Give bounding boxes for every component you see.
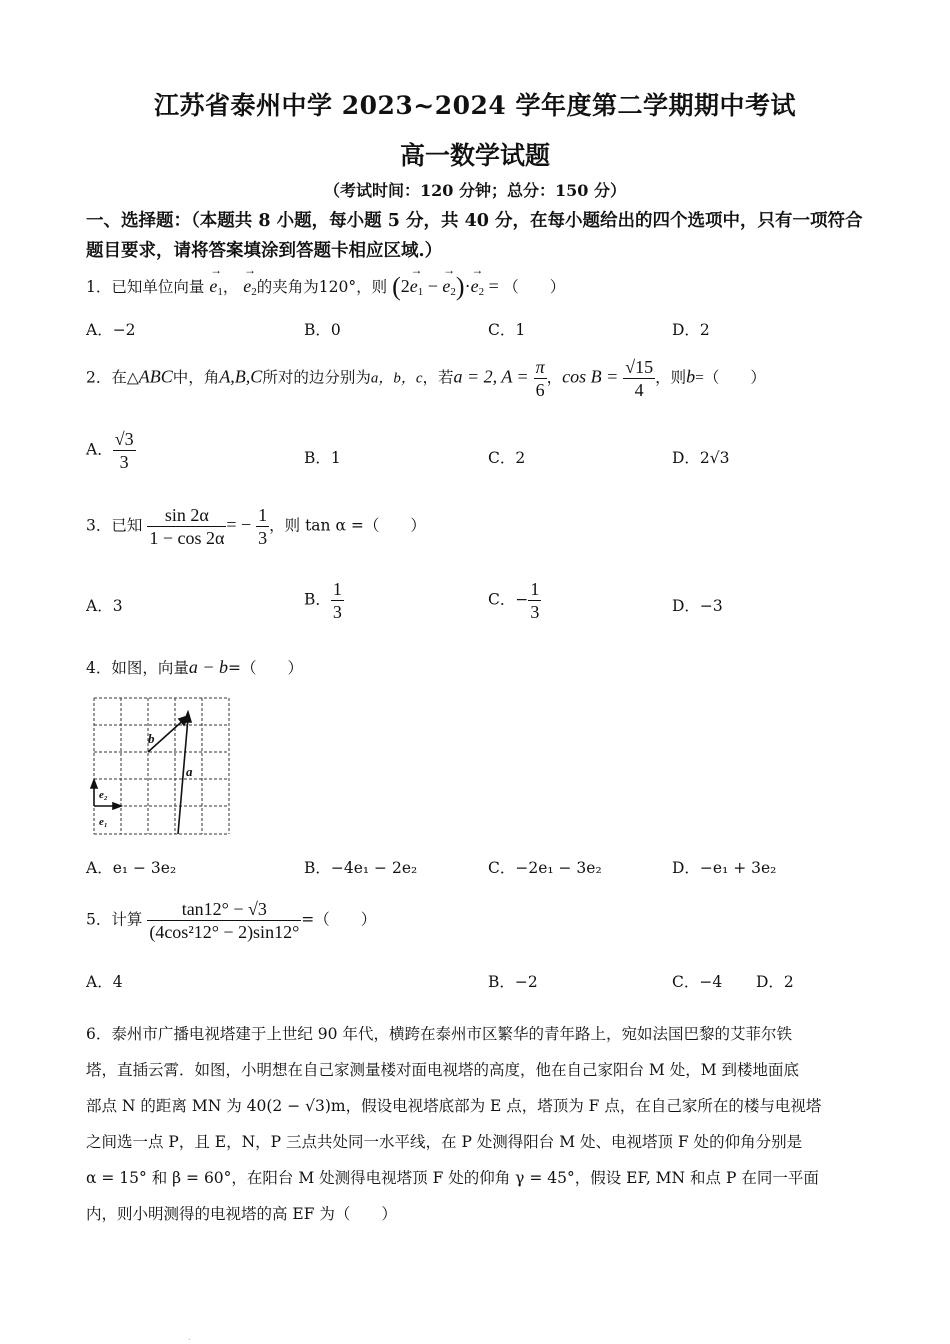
q3-option-d[interactable]: D．−3 [672,597,723,615]
vector-e2-head [91,780,97,788]
question-5 [86,898,376,943]
q2-number: 2． [86,368,112,387]
q1-option-a[interactable]: A．−2 [86,321,136,339]
q2-b: b [686,366,696,387]
q6-line-5: α = 15° 和 β = 60°，在阳台 M 处测得电视塔顶 F 处的仰角 γ = 45°，假设 EF, MN 和点 P 在同一平面 [86,1169,819,1187]
question-1: 1．已知单位向量 → $e_1$， → $e_2$的夹角为120°，则 ($2\to e_1$ − → $e_2)\cdot\to e_2$ = （ ） [86,272,565,302]
q5-option-a[interactable]: A．4 [86,973,123,991]
q2-text-f: ，则 [655,368,687,387]
q1-text-b: ， [222,278,239,296]
q4-option-d[interactable]: D．−e₁ + 3e₂ [672,859,777,877]
q1-expression: ( [392,272,401,301]
q2-text-c: 所对的边分别为 [262,368,371,387]
exam-subtitle: 高一数学试题 [399,141,550,170]
q5-option-d[interactable]: D．2 [756,973,794,991]
q2-angles: A,B,C [219,366,263,387]
label-b: b [148,731,155,746]
q3-text-b: ，则 tan α =（ ） [269,516,426,535]
q6-line-1: 6．泰州市广播电视塔建于上世纪 90 年代，横跨在泰州市区繁华的青年路上，宛如法国巴黎的艾菲尔铁 [86,1025,792,1043]
question-4 [86,656,303,678]
label-a: a [186,764,193,779]
q6-line-3: 部点 N 的距离 MN 为 40(2 − √3)m，假设电视塔底部为 E 点，塔顶为 F 点，在自己家所在的楼与电视塔 [86,1097,822,1115]
vector-e1: → $e_1$ [209,276,223,298]
q5-fraction: $\frac{\tan 12^\circ - √3}{\text{(4cos²12° − 2)sin12°}}$ [149,899,300,942]
q4-text-b: =（ ） [228,659,304,677]
q4-option-a[interactable]: A．e₁ − 3e₂ [86,859,177,877]
q5-option-b[interactable]: B．−2 [488,973,538,991]
q3-one-third: $\frac{1}{3}$ [258,505,268,548]
q4-option-c[interactable]: C．−2e₁ − 3e₂ [488,859,602,877]
q4-expression: a − b [188,657,229,677]
q2-option-a[interactable]: A． $\frac{√3}{3}$ [86,429,134,472]
q3-text-a: 已知 [111,516,143,535]
vector-grid-figure [90,694,234,836]
q2-pi-over-6: $\frac{\pi}{6}$ [535,357,545,400]
footer-mark: . [188,1333,191,1342]
label-e1: e₁ [99,816,108,828]
q2-option-c[interactable]: C．2 [488,449,526,467]
q2-text-b: 中，角 [172,368,220,387]
q4-number: 4． [86,659,112,677]
q2-cond1: a = 2, A = [453,366,529,387]
q2-option-d[interactable]: D．2√3 [672,449,730,467]
q1-text-a: 已知单位向量 [111,278,205,296]
q1-option-c[interactable]: C．1 [488,321,526,339]
q2-eq: =（ ） [695,369,766,387]
exam-info: （考试时间：120 分钟；总分：150 分） [324,181,626,200]
q3-fraction: $\frac{\sin 2\alpha}{1 - \cos 2\alpha}$ [149,505,225,548]
question-6 [86,1016,866,1232]
q3-option-b[interactable]: B． $\frac{1}{3}$ [304,579,342,622]
q2-text-d: ，若 [422,368,454,387]
question-2 [86,356,766,401]
q2-abc: ABC [138,366,173,387]
q1-number: 1． [86,278,112,296]
q1-option-d[interactable]: D．2 [672,321,710,339]
q2-sqrt15-over-4: $\frac{√15}{4}$ [625,357,654,400]
q1-paren: （ ） [503,278,566,296]
grid-lines [94,698,229,834]
question-3 [86,504,426,549]
q6-line-6: 内，则小明测得的电视塔的高 EF 为（ ） [86,1205,397,1223]
vector-e2: → $e_2$ [243,276,257,298]
q3-option-a[interactable]: A．3 [86,597,123,615]
q4-option-b[interactable]: B．−4e₁ − 2e₂ [304,859,418,877]
q5-option-c[interactable]: C．−4 [672,973,723,991]
q3-number: 3． [86,516,112,535]
q5-paren: =（ ） [301,910,377,929]
q3-eq: = − [226,514,252,535]
q3-option-c[interactable]: C．− $\frac{1}{3}$ [488,579,540,622]
q2-text-e: ， [546,368,563,387]
label-e2: e₂ [99,789,108,801]
q1-option-b[interactable]: B．0 [304,321,341,339]
exam-title: 江苏省泰州中学 2023~2024 学年度第二学期期中考试 [153,91,797,120]
q2-sides: a，b，c [370,370,423,387]
vector-e1-head [113,803,121,809]
section-heading: 一、选择题：（本题共 8 小题，每小题 5 分，共 40 分，在每小题给出的四个选项中，只有一项符合题目要求，请将答案填涂到答题卡相应区域.） [86,211,863,261]
q2-text-a: 在△ [111,368,139,387]
q6-line-2: 塔，直插云霄．如图，小明想在自己家测量楼对面电视塔的高度，他在自己家阳台 M 处，M 到楼地面底 [86,1061,800,1079]
q1-text-c: 的夹角为120°，则 [256,278,388,296]
q2-cosB: cos B = [562,366,619,387]
q6-line-4: 之间选一点 P，且 E，N，P 三点共处同一水平线，在 P 处测得阳台 M 处、电视塔顶 F 处的仰角分别是 [86,1133,803,1151]
q4-text-a: 如图，向量 [111,659,189,677]
q5-number: 5． [86,910,112,929]
q2-option-b[interactable]: B．1 [304,449,341,467]
q5-text-a: 计算 [111,910,143,929]
